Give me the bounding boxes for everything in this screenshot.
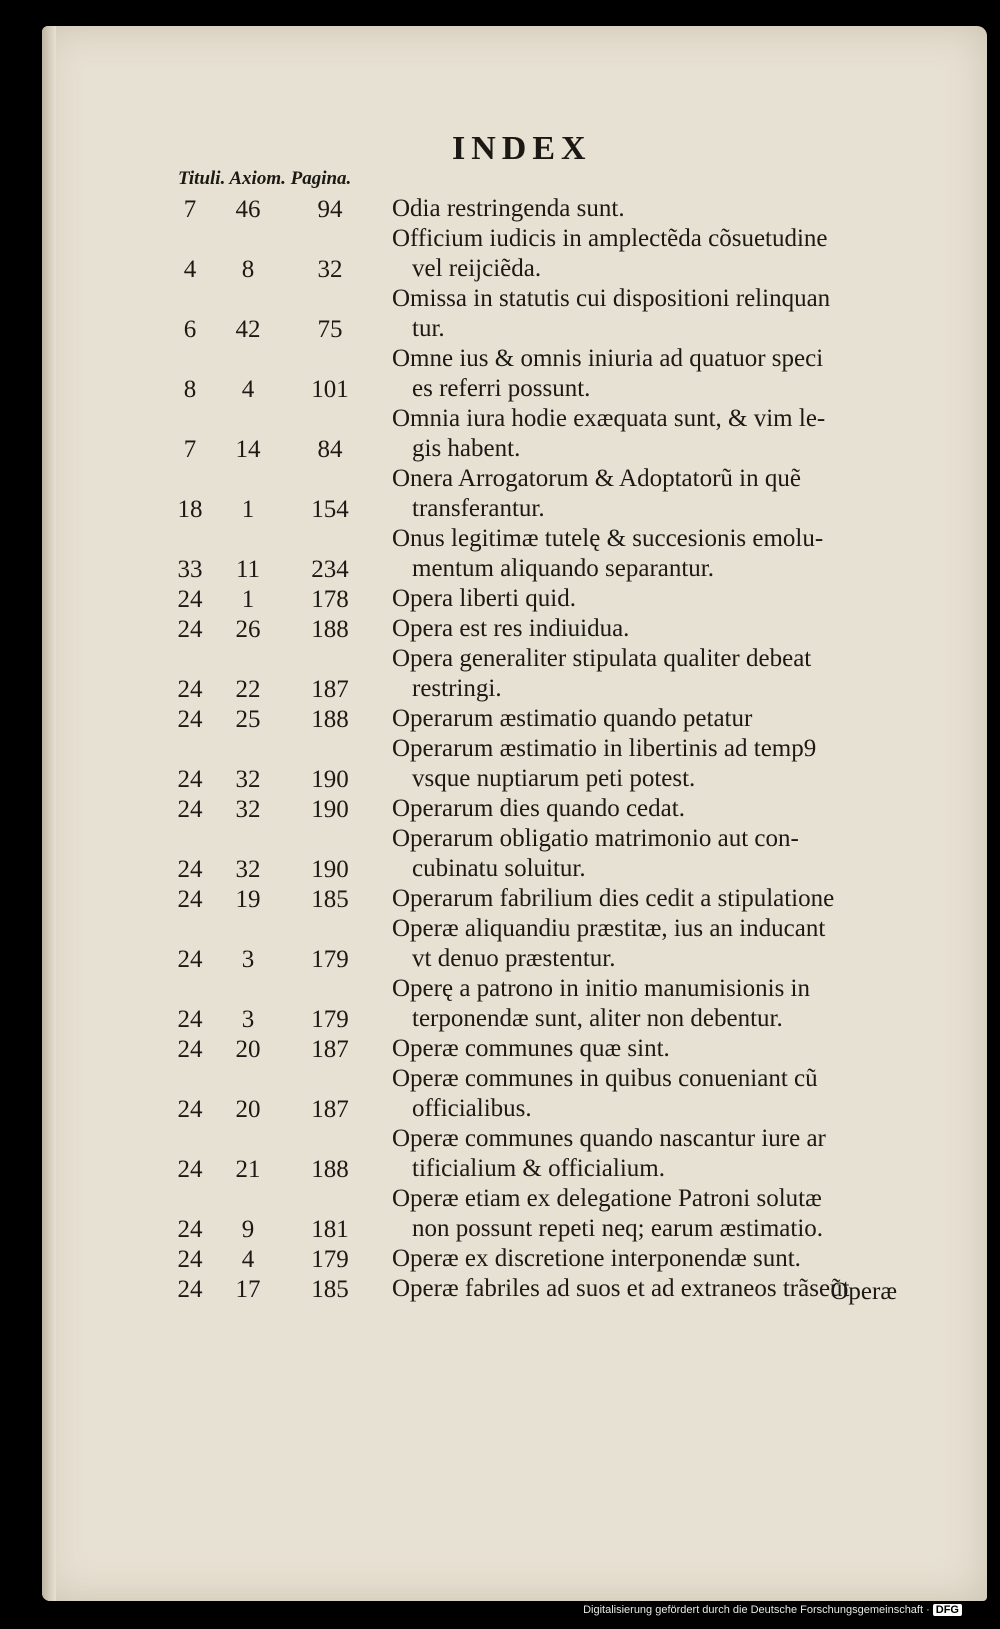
entry-text bbox=[392, 1184, 932, 1244]
entry-line: Operarum fabrilium dies cedit a stipulatione bbox=[392, 885, 835, 912]
dfg-logo: DFG bbox=[933, 1604, 962, 1616]
reference-numbers bbox=[170, 194, 370, 224]
pagina-number: 154 bbox=[311, 496, 349, 523]
entry-line: Operarum æstimatio quando petatur bbox=[392, 705, 753, 732]
reference-numbers bbox=[170, 1214, 370, 1244]
pagina-number: 179 bbox=[311, 1006, 349, 1033]
entry-line: Onus legitimæ tutelę & succesionis emolu- bbox=[392, 525, 824, 552]
reference-numbers bbox=[170, 944, 370, 974]
entry-text bbox=[392, 284, 932, 344]
entry-line: Operarum æstimatio in libertinis ad temp9 bbox=[392, 735, 817, 762]
reference-numbers bbox=[170, 254, 370, 284]
axioma-number: 32 bbox=[235, 856, 261, 883]
entry-text bbox=[392, 614, 932, 644]
index-entries bbox=[42, 194, 987, 1304]
index-entry bbox=[42, 1184, 987, 1244]
entry-text bbox=[392, 344, 932, 404]
axioma-number: 14 bbox=[235, 436, 261, 463]
reference-numbers bbox=[170, 554, 370, 584]
titulus-number: 24 bbox=[177, 586, 203, 613]
axioma-number: 8 bbox=[241, 256, 255, 283]
entry-continuation-line: mentum aliquando separantur. bbox=[412, 555, 715, 582]
axioma-number: 11 bbox=[235, 556, 261, 583]
titulus-number: 24 bbox=[177, 1246, 203, 1273]
titulus-number: 24 bbox=[177, 856, 203, 883]
titulus-number: 24 bbox=[177, 1006, 203, 1033]
axioma-number: 3 bbox=[241, 946, 255, 973]
index-entry bbox=[42, 584, 987, 614]
entry-text bbox=[392, 1034, 932, 1064]
catchword: Operæ bbox=[830, 1278, 897, 1305]
pagina-number: 32 bbox=[317, 256, 343, 283]
entry-text bbox=[392, 1064, 932, 1124]
reference-numbers bbox=[170, 1004, 370, 1034]
entry-continuation-line: transferantur. bbox=[412, 495, 545, 522]
entry-text bbox=[392, 1124, 932, 1184]
reference-numbers bbox=[170, 674, 370, 704]
pagina-number: 185 bbox=[311, 1276, 349, 1303]
reference-numbers bbox=[170, 1274, 370, 1304]
entry-continuation-line: gis habent. bbox=[412, 435, 521, 462]
reference-numbers bbox=[170, 614, 370, 644]
index-entry bbox=[42, 884, 987, 914]
pagina-number: 190 bbox=[311, 766, 349, 793]
axioma-number: 4 bbox=[241, 1246, 255, 1273]
entry-text bbox=[392, 464, 932, 524]
pagina-number: 179 bbox=[311, 1246, 349, 1273]
entry-line: Officium iudicis in amplectẽda cõsuetudine bbox=[392, 225, 828, 252]
pagina-number: 181 bbox=[311, 1216, 349, 1243]
entry-text bbox=[392, 194, 932, 224]
entry-line: Operæ communes quæ sint. bbox=[392, 1035, 670, 1062]
titulus-number: 24 bbox=[177, 1216, 203, 1243]
entry-continuation-line: vt denuo præstentur. bbox=[412, 945, 616, 972]
index-entry bbox=[42, 974, 987, 1034]
axioma-number: 17 bbox=[235, 1276, 261, 1303]
axioma-number: 20 bbox=[235, 1036, 261, 1063]
entry-continuation-line: tificialium & officialium. bbox=[412, 1155, 665, 1182]
footer-text: Digitalisierung gefördert durch die Deutsche Forschungsgemeinschaft · bbox=[583, 1604, 930, 1616]
entry-continuation-line: tur. bbox=[412, 315, 445, 342]
reference-numbers bbox=[170, 1154, 370, 1184]
entry-continuation-line: terponendæ sunt, aliter non debentur. bbox=[412, 1005, 783, 1032]
index-entry bbox=[42, 404, 987, 464]
axioma-number: 42 bbox=[235, 316, 261, 343]
axioma-number: 1 bbox=[241, 586, 255, 613]
entry-line: Opera liberti quid. bbox=[392, 585, 576, 612]
titulus-number: 4 bbox=[183, 256, 197, 283]
entry-line: Operarum dies quando cedat. bbox=[392, 795, 685, 822]
axioma-number: 22 bbox=[235, 676, 261, 703]
titulus-number: 7 bbox=[183, 436, 197, 463]
index-entry bbox=[42, 464, 987, 524]
pagina-number: 188 bbox=[311, 616, 349, 643]
pagina-number: 75 bbox=[317, 316, 343, 343]
entry-line: Odia restringenda sunt. bbox=[392, 195, 625, 222]
titulus-number: 33 bbox=[177, 556, 203, 583]
entry-line: Omissa in statutis cui dispositioni relinquan bbox=[392, 285, 831, 312]
titulus-number: 24 bbox=[177, 1036, 203, 1063]
pagina-number: 94 bbox=[317, 196, 343, 223]
axioma-number: 46 bbox=[235, 196, 261, 223]
reference-numbers bbox=[170, 764, 370, 794]
titulus-number: 24 bbox=[177, 766, 203, 793]
index-entry bbox=[42, 734, 987, 794]
index-entry bbox=[42, 824, 987, 884]
reference-numbers bbox=[170, 374, 370, 404]
entry-line: Operæ aliquandiu præstitæ, ius an inducant bbox=[392, 915, 826, 942]
titulus-number: 24 bbox=[177, 1156, 203, 1183]
entry-text bbox=[392, 1244, 932, 1274]
reference-numbers bbox=[170, 584, 370, 614]
reference-numbers bbox=[170, 314, 370, 344]
entry-line: Operarum obligatio matrimonio aut con- bbox=[392, 825, 799, 852]
entry-text bbox=[392, 974, 932, 1034]
entry-text bbox=[392, 524, 932, 584]
titulus-number: 24 bbox=[177, 676, 203, 703]
index-entry bbox=[42, 284, 987, 344]
entry-line: Omne ius & omnis iniuria ad quatuor speci bbox=[392, 345, 824, 372]
reference-numbers bbox=[170, 704, 370, 734]
entry-text bbox=[392, 824, 932, 884]
pagina-number: 187 bbox=[311, 1096, 349, 1123]
index-entry bbox=[42, 704, 987, 734]
index-entry bbox=[42, 1064, 987, 1124]
index-entry bbox=[42, 1244, 987, 1274]
axioma-number: 3 bbox=[241, 1006, 255, 1033]
titulus-number: 6 bbox=[183, 316, 197, 343]
entry-text bbox=[392, 734, 932, 794]
pagina-number: 187 bbox=[311, 676, 349, 703]
entry-line: Onera Arrogatorum & Adoptatorũ in quẽ bbox=[392, 465, 801, 492]
titulus-number: 24 bbox=[177, 1096, 203, 1123]
axioma-number: 9 bbox=[241, 1216, 255, 1243]
titulus-number: 8 bbox=[183, 376, 197, 403]
pagina-number: 188 bbox=[311, 706, 349, 733]
digitization-credit bbox=[583, 1604, 962, 1616]
entry-continuation-line: restringi. bbox=[412, 675, 502, 702]
titulus-number: 24 bbox=[177, 886, 203, 913]
index-entry bbox=[42, 344, 987, 404]
entry-text bbox=[392, 884, 932, 914]
index-entry bbox=[42, 794, 987, 824]
entry-line: Operæ ex discretione interponendæ sunt. bbox=[392, 1245, 801, 1272]
axioma-number: 32 bbox=[235, 796, 261, 823]
titulus-number: 24 bbox=[177, 616, 203, 643]
entry-continuation-line: vel reijciẽda. bbox=[412, 255, 542, 282]
entry-text bbox=[392, 404, 932, 464]
pagina-number: 187 bbox=[311, 1036, 349, 1063]
pagina-number: 234 bbox=[311, 556, 349, 583]
axioma-number: 4 bbox=[241, 376, 255, 403]
entry-text bbox=[392, 704, 932, 734]
entry-text bbox=[392, 794, 932, 824]
pagina-number: 84 bbox=[317, 436, 343, 463]
pagina-number: 190 bbox=[311, 796, 349, 823]
reference-numbers bbox=[170, 1094, 370, 1124]
entry-continuation-line: vsque nuptiarum peti potest. bbox=[412, 765, 696, 792]
entry-line: Omnia iura hodie exæquata sunt, & vim le- bbox=[392, 405, 826, 432]
titulus-number: 24 bbox=[177, 1276, 203, 1303]
pagina-number: 179 bbox=[311, 946, 349, 973]
pagina-number: 190 bbox=[311, 856, 349, 883]
reference-numbers bbox=[170, 494, 370, 524]
pagina-number: 185 bbox=[311, 886, 349, 913]
entry-text bbox=[392, 914, 932, 974]
titulus-number: 24 bbox=[177, 706, 203, 733]
titulus-number: 24 bbox=[177, 796, 203, 823]
entry-text bbox=[392, 644, 932, 704]
reference-numbers bbox=[170, 1244, 370, 1274]
axioma-number: 20 bbox=[235, 1096, 261, 1123]
titulus-number: 7 bbox=[183, 196, 197, 223]
entry-line: Operæ communes quando nascantur iure ar bbox=[392, 1125, 826, 1152]
entry-continuation-line: non possunt repeti neq; earum æstimatio. bbox=[412, 1215, 824, 1242]
titulus-number: 24 bbox=[177, 946, 203, 973]
entry-line: Opera generaliter stipulata qualiter debeat bbox=[392, 645, 812, 672]
column-header: Tituli. Axiom. Pagina. bbox=[178, 168, 352, 189]
pagina-number: 188 bbox=[311, 1156, 349, 1183]
reference-numbers bbox=[170, 434, 370, 464]
reference-numbers bbox=[170, 1034, 370, 1064]
entry-text bbox=[392, 584, 932, 614]
axioma-number: 26 bbox=[235, 616, 261, 643]
axioma-number: 32 bbox=[235, 766, 261, 793]
axioma-number: 25 bbox=[235, 706, 261, 733]
pagina-number: 101 bbox=[311, 376, 349, 403]
entry-continuation-line: officialibus. bbox=[412, 1095, 532, 1122]
titulus-number: 18 bbox=[177, 496, 203, 523]
entry-line: Operę a patrono in initio manumisionis in bbox=[392, 975, 810, 1002]
index-entry bbox=[42, 1124, 987, 1184]
index-entry bbox=[42, 914, 987, 974]
index-entry bbox=[42, 1034, 987, 1064]
book-page bbox=[42, 26, 987, 1601]
entry-line: Operæ fabriles ad suos et ad extraneos trãseũt bbox=[392, 1275, 850, 1302]
axioma-number: 1 bbox=[241, 496, 255, 523]
index-entry bbox=[42, 224, 987, 284]
index-entry bbox=[42, 614, 987, 644]
entry-continuation-line: cubinatu soluitur. bbox=[412, 855, 586, 882]
reference-numbers bbox=[170, 854, 370, 884]
entry-text bbox=[392, 224, 932, 284]
index-entry bbox=[42, 194, 987, 224]
axioma-number: 21 bbox=[235, 1156, 261, 1183]
axioma-number: 19 bbox=[235, 886, 261, 913]
pagina-number: 178 bbox=[311, 586, 349, 613]
reference-numbers bbox=[170, 884, 370, 914]
index-entry bbox=[42, 644, 987, 704]
running-header: INDEX bbox=[452, 130, 592, 167]
entry-continuation-line: es referri possunt. bbox=[412, 375, 591, 402]
reference-numbers bbox=[170, 794, 370, 824]
entry-line: Operæ communes in quibus conueniant cũ bbox=[392, 1065, 818, 1092]
entry-line: Opera est res indiuidua. bbox=[392, 615, 630, 642]
entry-line: Operæ etiam ex delegatione Patroni solutæ bbox=[392, 1185, 822, 1212]
index-entry bbox=[42, 524, 987, 584]
